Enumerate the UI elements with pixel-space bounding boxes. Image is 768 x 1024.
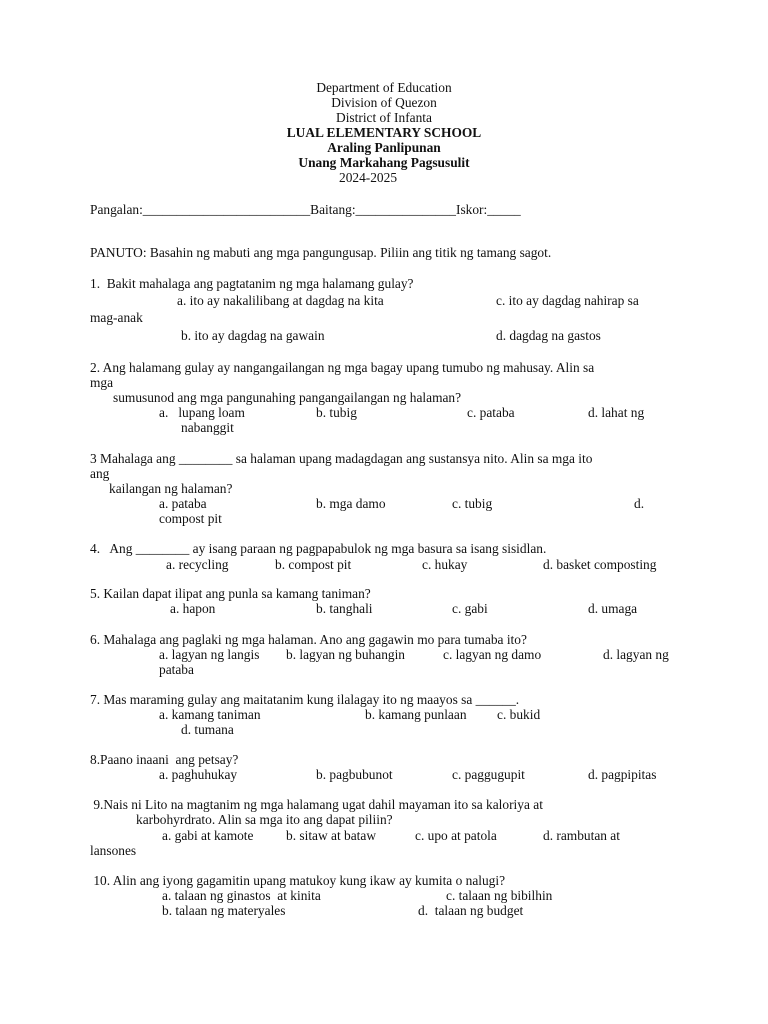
question-stem: 3 Mahalaga ang ________ sa halaman upang madagdagan ang sustansya nito. Alin sa mga ito: [90, 451, 593, 466]
choice-a: a. pataba: [159, 496, 207, 511]
choice-b: b. lagyan ng buhangin: [286, 647, 406, 662]
choice-b: b. ito ay dagdag na gawain: [181, 328, 325, 343]
choice-d: d. dagdag na gastos: [496, 328, 601, 343]
choice-a: a. recycling: [166, 557, 229, 572]
header-division: Division of Quezon: [331, 95, 437, 110]
question-stem: 10. Alin ang iyong gagamitin upang matukoy kung ikaw ay kumita o nalugi?: [90, 873, 506, 888]
question-stem: 8.Paano inaani ang petsay?: [90, 752, 239, 767]
choice-d: d. tumana: [181, 722, 234, 737]
instructions: PANUTO: Basahin ng mabuti ang mga pangungusap. Piliin ang titik ng tamang sagot.: [90, 245, 552, 260]
choice-b: b. compost pit: [275, 557, 352, 572]
choice-b: b. pagbubunot: [316, 767, 393, 782]
choice-a: a. lagyan ng langis: [159, 647, 260, 662]
header-department: Department of Education: [316, 80, 452, 95]
school-year: 2024-2025: [339, 170, 398, 185]
choice-b: b. sitaw at bataw: [286, 828, 376, 843]
choice-d: d. pagpipitas: [588, 767, 657, 782]
choice-c: c. ito ay dagdag nahirap sa: [496, 293, 639, 308]
choice-c: c. pataba: [467, 405, 515, 420]
choice-d: d. basket composting: [543, 557, 657, 572]
choice-a: a. paghuhukay: [159, 767, 238, 782]
choice-c: c. upo at patola: [415, 828, 497, 843]
choice-d: d. talaan ng budget: [418, 903, 524, 918]
question-stem-line2: sumusunod ang mga pangunahing pangangailangan ng halaman?: [113, 390, 462, 405]
question-stem-line2: karbohyrdrato. Alin sa mga ito ang dapat piliin?: [136, 812, 393, 827]
choice-b: b. kamang punlaan: [365, 707, 467, 722]
choice-c: c. paggugupit: [452, 767, 525, 782]
choice-d: d. umaga: [588, 601, 638, 616]
choice-c: c. tubig: [452, 496, 493, 511]
choice-a: a. ito ay nakalilibang at dagdag na kita: [177, 293, 384, 308]
choice-d: d. lagyan ng: [603, 647, 669, 662]
choice-b: b. talaan ng materyales: [162, 903, 286, 918]
choice-a: a. talaan ng ginastos at kinita: [162, 888, 321, 903]
choice-d-continued: pataba: [159, 662, 194, 677]
choice-b: b. tanghali: [316, 601, 373, 616]
choice-a: a. kamang taniman: [159, 707, 261, 722]
question-stem: 4. Ang ________ ay isang paraan ng pagpapabulok ng mga basura sa isang sisidlan.: [90, 541, 547, 556]
question-stem: 6. Mahalaga ang paglaki ng mga halaman. Ano ang gagawin mo para tumaba ito?: [90, 632, 527, 647]
choice-d: d.: [634, 496, 645, 511]
question-stem: 5. Kailan dapat ilipat ang punla sa kamang taniman?: [90, 586, 371, 601]
choice-c: c. gabi: [452, 601, 488, 616]
choice-d-continued: nabanggit: [181, 420, 234, 435]
choice-c: c. hukay: [422, 557, 468, 572]
choice-d-continued: lansones: [90, 843, 137, 858]
choice-d: d. rambutan at: [543, 828, 620, 843]
subject-title: Araling Panlipunan: [327, 140, 441, 155]
question-stem: 9.Nais ni Lito na magtanim ng mga halamang ugat dahil mayaman ito sa kaloriya at: [90, 797, 543, 812]
question-stem-continued: mga: [90, 375, 114, 390]
choice-d: d. lahat ng: [588, 405, 645, 420]
header-district: District of Infanta: [336, 110, 432, 125]
question-stem: 7. Mas maraming gulay ang maitatanim kung ilalagay ito ng maayos sa ______.: [90, 692, 520, 707]
choice-c-continued: mag-anak: [90, 310, 143, 325]
choice-c: c. talaan ng bibilhin: [446, 888, 553, 903]
question-stem: 1. Bakit mahalaga ang pagtatanim ng mga halamang gulay?: [90, 276, 414, 291]
choice-b: b. tubig: [316, 405, 357, 420]
choice-a: a. gabi at kamote: [162, 828, 254, 843]
question-stem-continued: ang: [90, 466, 110, 481]
choice-a: a. hapon: [170, 601, 216, 616]
choice-c: c. lagyan ng damo: [443, 647, 542, 662]
choice-d-continued: compost pit: [159, 511, 222, 526]
student-info-line: Pangalan:_________________________Baitang:_______________Iskor:_____: [90, 202, 521, 217]
choice-c: c. bukid: [497, 707, 541, 722]
choice-a: a. lupang loam: [159, 405, 245, 420]
school-name: LUAL ELEMENTARY SCHOOL: [286, 125, 482, 140]
choice-b: b. mga damo: [316, 496, 386, 511]
question-stem: 2. Ang halamang gulay ay nangangailangan ng mga bagay upang tumubo ng mahusay. Alin sa: [90, 360, 595, 375]
exam-title: Unang Markahang Pagsusulit: [298, 155, 470, 170]
question-stem-line2: kailangan ng halaman?: [109, 481, 233, 496]
